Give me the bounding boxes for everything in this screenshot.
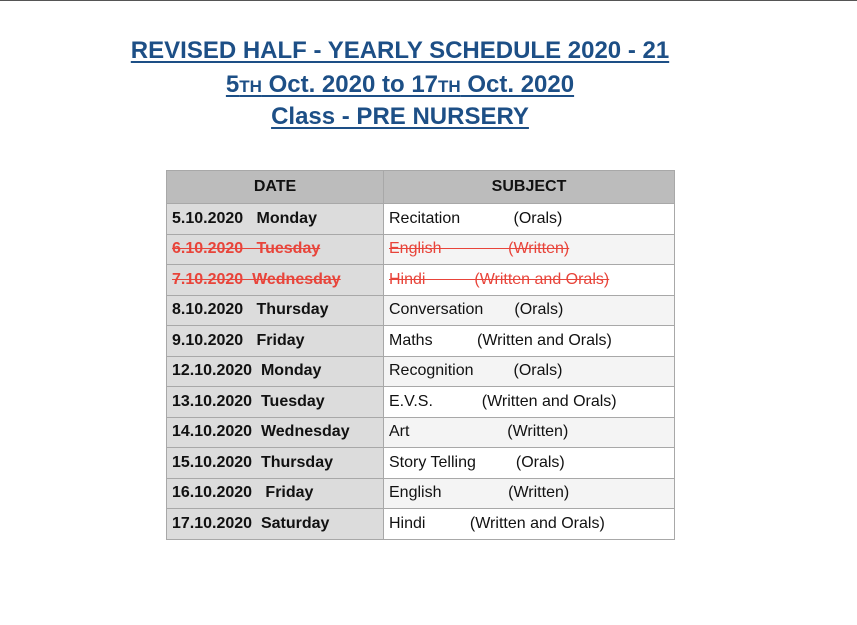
table-row-cancelled <box>167 234 675 265</box>
date-cell: 12.10.2020 Monday <box>167 356 384 387</box>
table-header-row <box>167 171 675 204</box>
table-row <box>167 448 675 479</box>
subject-cell: Recitation (Orals) <box>384 204 675 235</box>
subject-cell: Conversation (Orals) <box>384 295 675 326</box>
date-cell: 13.10.2020 Tuesday <box>167 387 384 418</box>
subject-cell: E.V.S. (Written and Orals) <box>384 387 675 418</box>
subject-column-header: SUBJECT <box>384 171 675 204</box>
table-row <box>167 387 675 418</box>
schedule-table <box>166 170 675 540</box>
date-cell: 16.10.2020 Friday <box>167 478 384 509</box>
date-cell: 15.10.2020 Thursday <box>167 448 384 479</box>
table-row <box>167 326 675 357</box>
date-cell: 17.10.2020 Saturday <box>167 509 384 540</box>
table-row <box>167 509 675 540</box>
date-range-end: Oct. 2020 <box>460 71 575 98</box>
date-column-header: DATE <box>167 171 384 204</box>
subject-cell: Recognition (Orals) <box>384 356 675 387</box>
date-cell: 8.10.2020 Thursday <box>167 295 384 326</box>
date-cell: 9.10.2020 Friday <box>167 326 384 357</box>
subject-cell: Hindi (Written and Orals) <box>384 265 675 296</box>
subject-cell: English (Written) <box>384 478 675 509</box>
table-row <box>167 478 675 509</box>
date-cell: 7.10.2020 Wednesday <box>167 265 384 296</box>
subject-cell: Art (Written) <box>384 417 675 448</box>
date-cell: 6.10.2020 Tuesday <box>167 234 384 265</box>
date-cell: 5.10.2020 Monday <box>167 204 384 235</box>
end-day-suffix: TH <box>438 77 461 96</box>
class-name: Class - PRE NURSERY <box>271 103 529 130</box>
subject-cell: Story Telling (Orals) <box>384 448 675 479</box>
table-row <box>167 417 675 448</box>
date-cell: 14.10.2020 Wednesday <box>167 417 384 448</box>
schedule-title: REVISED HALF - YEARLY SCHEDULE 2020 - 21 <box>130 37 670 64</box>
subject-cell: Hindi (Written and Orals) <box>384 509 675 540</box>
table-row-cancelled <box>167 265 675 296</box>
subject-cell: Maths (Written and Orals) <box>384 326 675 357</box>
schedule-date-range <box>0 71 800 99</box>
start-day: 5 <box>225 71 240 98</box>
start-day-suffix: TH <box>239 77 262 96</box>
table-row <box>167 356 675 387</box>
table-row <box>167 204 675 235</box>
date-range-middle: Oct. 2020 to 17 <box>261 71 439 98</box>
table-row <box>167 295 675 326</box>
subject-cell: English (Written) <box>384 234 675 265</box>
